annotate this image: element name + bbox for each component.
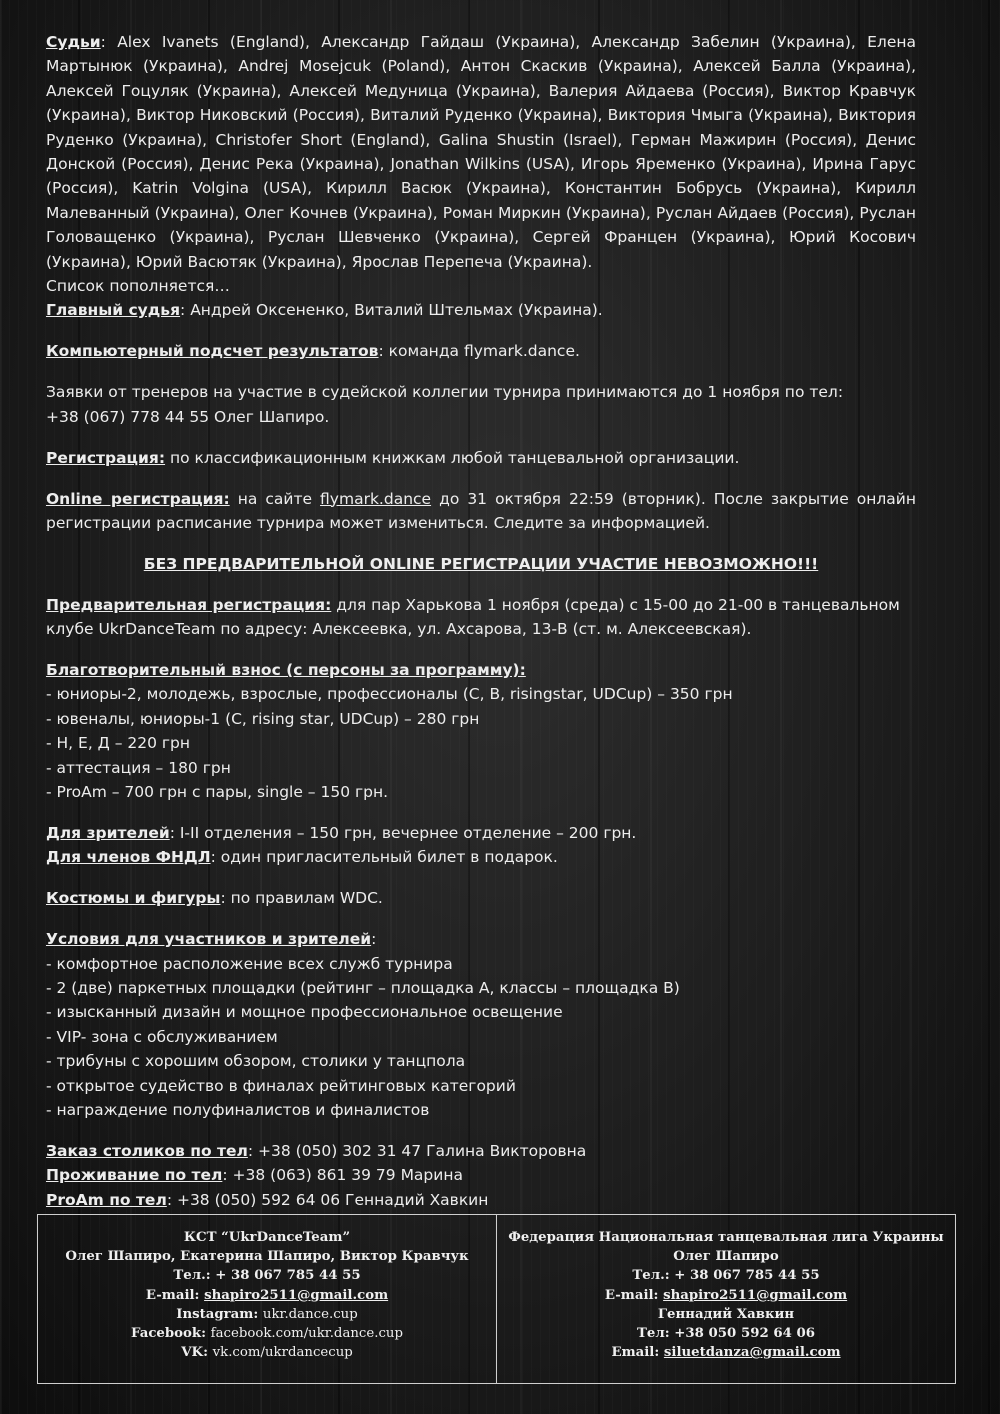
accommodation-text: : +38 (063) 861 39 79 Марина: [222, 1166, 463, 1185]
members-line: [46, 845, 916, 869]
tables-booking-label: Заказ столиков по тел: [46, 1141, 248, 1160]
instagram-value[interactable]: ukr.dance.cup: [262, 1306, 358, 1322]
spectators-line: [46, 821, 916, 845]
accommodation-line: [46, 1163, 916, 1187]
pre-registration-section: [46, 593, 916, 642]
club-email-line: [38, 1286, 496, 1305]
club-title: КСТ “UkrDanceTeam”: [183, 1230, 351, 1245]
federation-name-2: Геннадий Хавкин: [657, 1306, 795, 1322]
registration-label: Регистрация:: [46, 448, 166, 467]
proam-text: : +38 (050) 592 64 06 Геннадий Хавкин: [166, 1190, 489, 1209]
members-text: : один пригласительный билет в подарок.: [210, 848, 558, 867]
footer-left-column: [38, 1215, 497, 1383]
list-item: - VIP- зона с обслуживанием: [46, 1027, 278, 1046]
conditions-label: Условия для участников и зрителей: [46, 930, 372, 949]
federation-email-1-line: [497, 1286, 955, 1305]
vk-label: VK:: [181, 1345, 213, 1361]
conditions-section: [46, 927, 916, 1122]
computing-text: : команда flymark.dance.: [378, 342, 580, 361]
proam-line: [46, 1188, 916, 1212]
tickets-section: [46, 821, 916, 870]
club-phone: Тел.: + 38 067 785 44 55: [173, 1268, 361, 1284]
contacts-section: [46, 1139, 916, 1212]
registration-section: [46, 446, 916, 470]
list-item: - 2 (две) паркетных площадки (рейтинг – площадка А, классы – площадка В): [46, 979, 680, 997]
footer-right-column: [497, 1215, 955, 1383]
contacts-footer-table: [37, 1214, 956, 1384]
conditions-heading: [46, 927, 916, 951]
fee-section: [46, 658, 916, 804]
federation-phone-1: Тел.: + 38 067 785 44 55: [632, 1268, 820, 1284]
spectators-label: Для зрителей: [46, 823, 170, 842]
online-registration-text-after: до 31 октября 22:59 (вторник). После закрытие онлайн регистрации расписание турнира может измениться. Следите за информацией.: [46, 489, 917, 532]
club-vk-line: [38, 1343, 496, 1362]
list-item: - ювеналы, юниоры-1 (С, rising star, UDCup) – 280 грн: [46, 709, 480, 728]
federation-email-2-link[interactable]: siluetdanza@gmail.com: [663, 1345, 841, 1361]
list-item: - награждение полуфиналистов и финалистов: [46, 1101, 430, 1120]
club-facebook-line: [38, 1324, 496, 1343]
tables-booking-line: [46, 1139, 916, 1163]
list-item: - трибуны с хорошим обзором, столики у танцпола: [46, 1052, 466, 1071]
chief-judge-label: Главный судья: [46, 301, 181, 320]
document-body: [46, 30, 916, 1212]
flymark-link[interactable]: flymark.dance: [320, 489, 432, 508]
federation-email-2-line: [497, 1343, 955, 1362]
conditions-list: [46, 952, 916, 1123]
online-registration-label: Online регистрация:: [46, 489, 230, 508]
list-item: - Н, Е, Д – 220 грн: [46, 734, 191, 753]
club-email-link[interactable]: shapiro2511@gmail.com: [204, 1287, 389, 1303]
list-item: - юниоры-2, молодежь, взрослые, профессионалы (С, В, risingstar, UDCup) – 350 грн: [46, 685, 733, 704]
pre-registration-label: Предварительная регистрация:: [46, 595, 332, 614]
facebook-value[interactable]: facebook.com/ukr.dance.cup: [210, 1326, 403, 1342]
costumes-section: [46, 886, 916, 910]
accommodation-label: Проживание по тел: [46, 1166, 223, 1185]
federation-phone-2: Тел: +38 050 592 64 06: [637, 1326, 815, 1342]
proam-label: ProAm по тел: [46, 1190, 167, 1209]
federation-email-1-link[interactable]: shapiro2511@gmail.com: [663, 1287, 848, 1303]
federation-email-1-label: E-mail:: [604, 1287, 664, 1303]
fee-list: [46, 682, 916, 804]
federation-title: Федерация Национальная танцевальная лига Украины: [508, 1230, 944, 1245]
club-names: Олег Шапиро, Екатерина Шапиро, Виктор Кравчук: [65, 1249, 469, 1265]
instagram-label: Instagram:: [176, 1306, 263, 1322]
applications-line-2: +38 (067) 778 44 55 Олег Шапиро.: [46, 407, 330, 426]
club-email-label: E-mail:: [145, 1287, 205, 1303]
vk-value[interactable]: vk.com/ukrdancecup: [212, 1345, 353, 1361]
fee-label: Благотворительный взнос (с персоны за программу):: [46, 661, 526, 680]
registration-text: по классификационным книжкам любой танцевальной организации.: [165, 448, 740, 467]
registration-warning: БЕЗ ПРЕДВАРИТЕЛЬНОЙ ONLINE РЕГИСТРАЦИИ УЧАСТИЕ НЕВОЗМОЖНО!!!: [143, 554, 819, 573]
judges-section: [46, 30, 916, 298]
computing-label: Компьютерный подсчет результатов: [46, 342, 379, 361]
federation-name-1: Олег Шапиро: [673, 1249, 779, 1265]
spectators-text: : I-II отделения – 150 грн, вечернее отделение – 200 грн.: [169, 823, 637, 842]
judges-note: Список пополняется…: [46, 277, 230, 296]
online-registration-section: [46, 487, 916, 536]
applications-line-1: Заявки от тренеров на участие в судейской коллегии турнира принимаются до 1 ноября по тел:: [46, 383, 844, 402]
conditions-colon: :: [371, 930, 377, 949]
online-registration-text-before: на сайте: [229, 489, 321, 508]
federation-email-2-label: Email:: [611, 1345, 664, 1361]
list-item: - комфортное расположение всех служб турнира: [46, 954, 453, 973]
list-item: - ProAm – 700 грн с пары, single – 150 грн.: [46, 783, 389, 802]
computing-section: [46, 339, 916, 363]
club-instagram-line: [38, 1305, 496, 1324]
list-item: - аттестация – 180 грн: [46, 758, 231, 777]
judges-text: : Alex Ivanets (England), Александр Гайдаш (Украина), Александр Забелин (Украина), Елена Мартынюк (Украина), Andrej Mosejcuk (Poland), Антон Скаскив (Украина), Алексей Балла (Украина), Алексей Гоцуляк (Украина), Алексей Медуница (Украина), Валерия Айдаева (Россия), Виктор Кравчук (Украина), Виктор Никовский (Россия), Виталий Руденко (Украина), Виктория Чмыга (Украина), Виктория Руденко (Украина), Christofer Short (England), Galina Shustin (Israel), Герман Мажирин (Россия), Денис Донской (Россия), Денис Река (Украина), Jonathan Wilkins (USA), Игорь Яременко (Украина), Ирина Гарус (Россия), Katrin Volgina (USA), Кирилл Васюк (Украина), Константин Бобрусь (Украина), Кирилл Малеванный (Украина), Олег Кочнев (Украина), Роман Миркин (Украина), Руслан Айдаев (Россия), Руслан Головащенко (Украина), Руслан Шевченко (Украина), Сергей Францен (Украина), Юрий Косович (Украина), Юрий Васютяк (Украина), Ярослав Перепеча (Украина).: [46, 33, 916, 271]
applications-section: [46, 380, 916, 429]
list-item: - изысканный дизайн и мощное профессиональное освещение: [46, 1003, 563, 1022]
list-item: - открытое судейство в финалах рейтинговых категорий: [46, 1076, 516, 1095]
costumes-text: : по правилам WDC.: [220, 889, 383, 908]
chief-judge-text: : Андрей Оксененко, Виталий Штельмах (Украина).: [180, 301, 603, 320]
chief-judge-section: [46, 298, 916, 322]
pre-registration-text: для пар Харькова 1 ноября (среда) с 15-00 до 21-00 в танцевальном клубе UkrDanceTeam по адресу: Алексеевка, ул. Ахсарова, 13-В (ст. м. Алексеевская).: [46, 595, 900, 639]
judges-label: Судьи: [46, 33, 101, 51]
facebook-label: Facebook:: [131, 1326, 211, 1342]
members-label: Для членов ФНДЛ: [46, 848, 211, 867]
tables-booking-text: : +38 (050) 302 31 47 Галина Викторовна: [247, 1141, 587, 1160]
costumes-label: Костюмы и фигуры: [46, 889, 221, 908]
